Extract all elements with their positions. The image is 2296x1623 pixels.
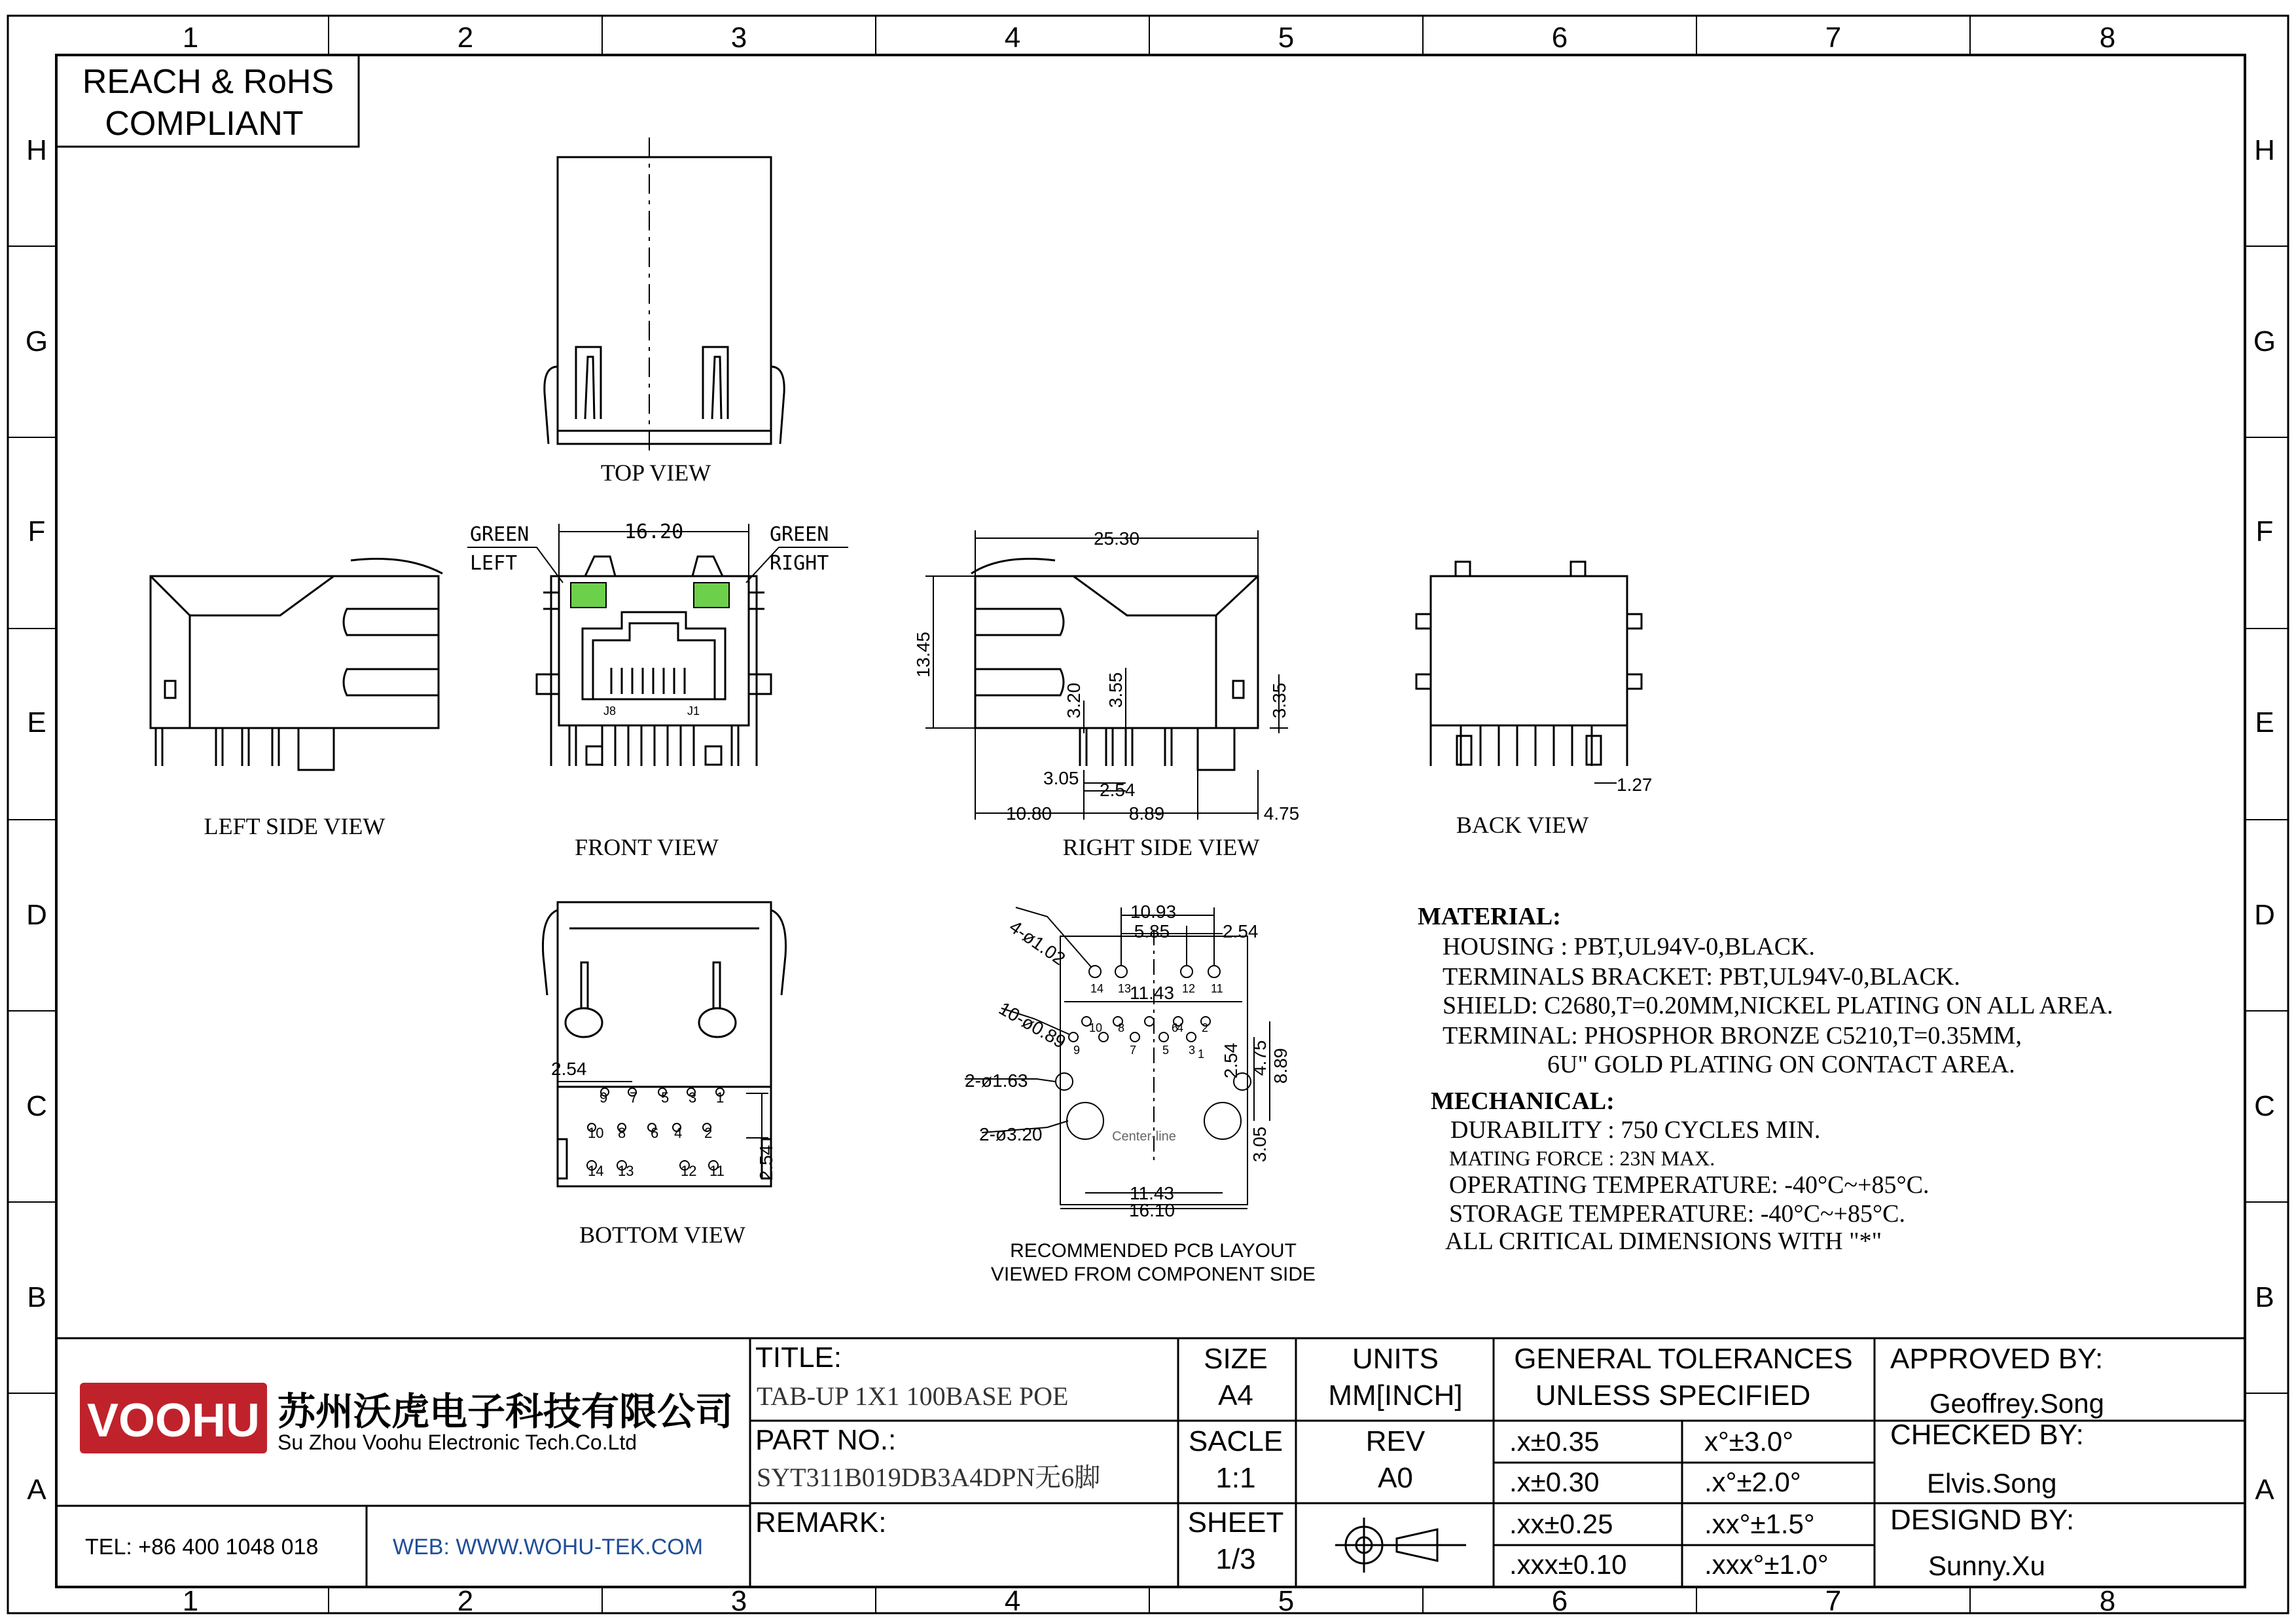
col-label: 2 (457, 22, 474, 54)
company-name-en: Su Zhou Voohu Electronic Tech.Co.Ltd (278, 1431, 637, 1454)
company-web[interactable]: WEB: WWW.WOHU-TEK.COM (393, 1535, 704, 1559)
checked-label: CHECKED BY: (1890, 1419, 2084, 1451)
svg-text:1: 1 (1198, 1048, 1205, 1061)
row-label: D (26, 899, 47, 931)
svg-text:12: 12 (1182, 982, 1196, 995)
tol-linear: .xx±0.25 (1509, 1508, 1613, 1539)
rs-475-dim: 4.75 (1263, 803, 1300, 824)
led-left-pos: LEFT (470, 552, 518, 575)
right-side-view-label: RIGHT SIDE VIEW (1062, 834, 1260, 860)
svg-text:5: 5 (1162, 1044, 1170, 1057)
remark-label: REMARK: (755, 1506, 887, 1539)
col-label: 2 (457, 1585, 474, 1617)
rs-1080-dim: 10.80 (1005, 803, 1052, 824)
row-label: A (2255, 1474, 2274, 1506)
rev-value: A0 (1378, 1462, 1413, 1494)
back-pitch-dim: 1.27 (1617, 775, 1653, 795)
rs-254-dim: 2.54 (1100, 780, 1136, 800)
title-block-grid (56, 1338, 2245, 1587)
pcb-centerline-label: Center-line (1112, 1129, 1176, 1144)
led-right-color: GREEN (770, 523, 829, 546)
title-value: TAB-UP 1X1 100BASE POE (757, 1381, 1069, 1411)
right-side-view (971, 559, 1258, 771)
material-line: 6U" GOLD PLATING ON CONTACT AREA. (1547, 1051, 2015, 1078)
row-label: G (25, 325, 48, 357)
tolerance-heading-1: GENERAL TOLERANCES (1514, 1343, 1853, 1375)
spec-notes (1418, 903, 2113, 1255)
row-label: E (27, 706, 46, 739)
pcb-hole-c: 2-ø1.63 (965, 1070, 1028, 1091)
row-label: H (26, 134, 47, 166)
size-value: A4 (1218, 1379, 1253, 1412)
checked-value: Elvis.Song (1927, 1468, 2057, 1499)
rs-height-dim: 13.45 (913, 631, 933, 678)
row-label: C (2254, 1090, 2275, 1122)
pcb-585-dim: 5.85 (1134, 921, 1170, 941)
svg-text:3: 3 (1189, 1044, 1196, 1057)
scale-value: 1:1 (1215, 1462, 1256, 1494)
row-label: B (2255, 1281, 2274, 1313)
top-view-label: TOP VIEW (600, 460, 711, 486)
bottom-254-top-dim: 2.54 (551, 1059, 587, 1079)
tol-angular: .x°±2.0° (1704, 1467, 1801, 1497)
material-line: TERMINALS BRACKET: PBT,UL94V-0,BLACK. (1443, 963, 1960, 991)
svg-text:8: 8 (618, 1125, 626, 1141)
pcb-305-dim: 3.05 (1249, 1126, 1270, 1163)
svg-text:1: 1 (716, 1089, 725, 1106)
pcb-hole-b: 10-ø0.89 (996, 998, 1069, 1053)
material-line: TERMINAL: PHOSPHOR BRONZE C5210,T=0.35MM, (1443, 1022, 2022, 1049)
compliance-box (56, 55, 359, 147)
back-view-pins (1461, 725, 1617, 783)
col-label: 7 (1825, 22, 1842, 54)
company-logo (80, 1383, 267, 1453)
rs-length-dim: 25.30 (1093, 528, 1140, 549)
projection-symbol-icon (1335, 1518, 1466, 1573)
pcb-caption-line2: VIEWED FROM COMPONENT SIDE (990, 1264, 1316, 1285)
approved-value: Geoffrey.Song (1929, 1388, 2104, 1419)
mechanical-line: ALL CRITICAL DIMENSIONS WITH "*" (1445, 1228, 1882, 1255)
led-left (571, 583, 606, 608)
col-label: 1 (182, 22, 199, 54)
mechanical-line: STORAGE TEMPERATURE: -40°C~+85°C. (1449, 1200, 1905, 1228)
svg-text:13: 13 (1118, 982, 1132, 995)
top-view (545, 137, 784, 452)
scale-label: SACLE (1188, 1425, 1283, 1457)
pcb-475-dim: 4.75 (1249, 1040, 1270, 1076)
row-label: H (2254, 134, 2275, 166)
left-side-view (151, 559, 442, 771)
bottom-view-label: BOTTOM VIEW (579, 1222, 745, 1248)
svg-text:2: 2 (1202, 1021, 1209, 1034)
pcb-hole-d: 2-ø3.20 (979, 1124, 1043, 1144)
compliance-line1: REACH & RoHS (82, 63, 334, 101)
pcb-caption-line1: RECOMMENDED PCB LAYOUT (1010, 1240, 1297, 1262)
compliance-line2: COMPLIANT (105, 105, 304, 143)
row-label: E (2255, 706, 2274, 739)
rs-355-dim: 3.55 (1105, 672, 1126, 708)
tol-angular: .xx°±1.5° (1704, 1508, 1815, 1539)
front-width-dim: 16.20 (624, 520, 684, 543)
svg-text:6: 6 (1172, 1021, 1179, 1034)
col-label: 8 (2099, 1585, 2116, 1617)
col-label: 3 (730, 1585, 747, 1617)
row-label: G (2253, 325, 2276, 357)
logo-text: VOOHU (86, 1395, 260, 1447)
rs-305-dim: 3.05 (1043, 768, 1079, 788)
mechanical-line: DURABILITY : 750 CYCLES MIN. (1450, 1116, 1821, 1144)
material-line: HOUSING : PBT,UL94V-0,BLACK. (1443, 933, 1815, 960)
svg-text:14: 14 (588, 1163, 604, 1179)
bottom-254-side-dim: 2.54 (756, 1144, 776, 1181)
bottom-view (543, 902, 785, 1186)
material-line: SHIELD: C2680,T=0.20MM,NICKEL PLATING ON ALL AREA. (1443, 992, 2113, 1019)
row-label: F (2255, 515, 2274, 547)
row-label: A (27, 1474, 46, 1506)
tol-linear: .x±0.35 (1509, 1426, 1600, 1457)
col-label: 7 (1825, 1585, 1842, 1617)
svg-text:10: 10 (1089, 1021, 1103, 1034)
front-view-label: FRONT VIEW (575, 834, 719, 860)
rs-889-dim: 8.89 (1128, 803, 1165, 824)
tol-angular: .xxx°±1.0° (1704, 1549, 1829, 1580)
pcb-1143-top-dim: 11.43 (1130, 983, 1174, 1003)
tol-linear: .xxx±0.10 (1509, 1549, 1627, 1580)
front-view-leds (571, 583, 729, 608)
pcb-1093-dim: 10.93 (1130, 902, 1177, 922)
col-label: 1 (182, 1585, 199, 1617)
svg-text:11: 11 (709, 1163, 725, 1179)
row-label: D (2254, 899, 2275, 931)
svg-text:9: 9 (1073, 1044, 1081, 1057)
row-label: C (26, 1090, 47, 1122)
led-left-color: GREEN (470, 523, 529, 546)
sheet-label: SHEET (1187, 1506, 1284, 1539)
company-name-cn: 苏州沃虎电子科技有限公司 (278, 1391, 734, 1433)
pcb-254-v-dim: 2.54 (1221, 1042, 1241, 1079)
title-label: TITLE: (755, 1341, 842, 1374)
svg-text:2: 2 (704, 1125, 713, 1141)
col-label: 6 (1551, 22, 1568, 54)
row-label: B (27, 1281, 46, 1313)
svg-text:3: 3 (689, 1089, 697, 1106)
svg-text:12: 12 (681, 1163, 697, 1179)
svg-text:10: 10 (588, 1125, 604, 1141)
svg-text:11: 11 (1211, 982, 1223, 995)
sheet-value: 1/3 (1215, 1543, 1256, 1575)
svg-text:14: 14 (1090, 982, 1104, 995)
svg-text:8: 8 (1118, 1021, 1125, 1034)
size-label: SIZE (1204, 1343, 1268, 1375)
pin-j8-label: J8 (603, 704, 617, 718)
mechanical-line: OPERATING TEMPERATURE: -40°C~+85°C. (1449, 1171, 1929, 1199)
designed-label: DESIGND BY: (1890, 1504, 2075, 1536)
approved-label: APPROVED BY: (1890, 1343, 2104, 1375)
svg-text:7: 7 (1130, 1044, 1137, 1057)
rs-320-dim: 3.20 (1064, 682, 1084, 719)
tolerance-heading-2: UNLESS SPECIFIED (1535, 1379, 1811, 1412)
bottom-view-pins (588, 1089, 725, 1179)
pcb-889-dim: 8.89 (1270, 1048, 1291, 1084)
pcb-254-dim: 2.54 (1223, 921, 1259, 941)
svg-text:4: 4 (1177, 1021, 1184, 1034)
part-label: PART NO.: (755, 1424, 897, 1456)
tol-linear: .x±0.30 (1509, 1467, 1600, 1497)
svg-text:4: 4 (674, 1125, 683, 1141)
pcb-hole-a: 4-ø1.02 (1005, 916, 1069, 970)
svg-text:6: 6 (651, 1125, 659, 1141)
svg-text:13: 13 (618, 1163, 634, 1179)
rs-335-dim: 3.35 (1269, 682, 1289, 719)
pcb-1143-bot-dim: 11.43 (1130, 1183, 1174, 1203)
mechanical-heading: MECHANICAL: (1431, 1087, 1615, 1115)
col-label: 8 (2099, 22, 2116, 54)
svg-text:7: 7 (630, 1089, 638, 1106)
back-view-label: BACK VIEW (1456, 812, 1589, 838)
designed-value: Sunny.Xu (1928, 1550, 2046, 1581)
col-label: 6 (1551, 1585, 1568, 1617)
col-label: 4 (1004, 1585, 1021, 1617)
col-label: 3 (730, 22, 747, 54)
units-value: MM[INCH] (1328, 1379, 1463, 1412)
col-label: 5 (1278, 22, 1295, 54)
mechanical-line: MATING FORCE : 23N MAX. (1449, 1146, 1715, 1170)
pin-j1-label: J1 (687, 704, 700, 718)
led-right-pos: RIGHT (770, 552, 829, 575)
left-side-view-label: LEFT SIDE VIEW (204, 813, 386, 839)
units-label: UNITS (1352, 1343, 1439, 1375)
svg-text:5: 5 (661, 1089, 670, 1106)
back-view (1416, 562, 1641, 766)
company-tel: TEL: +86 400 1048 018 (85, 1535, 319, 1559)
rev-label: REV (1365, 1425, 1426, 1457)
led-right (694, 583, 729, 608)
col-label: 5 (1278, 1585, 1295, 1617)
bottom-view-holes (587, 1088, 724, 1170)
row-label: F (27, 515, 46, 547)
svg-text:9: 9 (600, 1089, 608, 1106)
material-heading: MATERIAL: (1418, 903, 1561, 930)
pcb-1610-dim: 16.10 (1128, 1200, 1175, 1220)
tol-angular: x°±3.0° (1704, 1426, 1794, 1457)
col-label: 4 (1004, 22, 1021, 54)
part-value: SYT311B019DB3A4DPN无6脚 (757, 1463, 1101, 1492)
